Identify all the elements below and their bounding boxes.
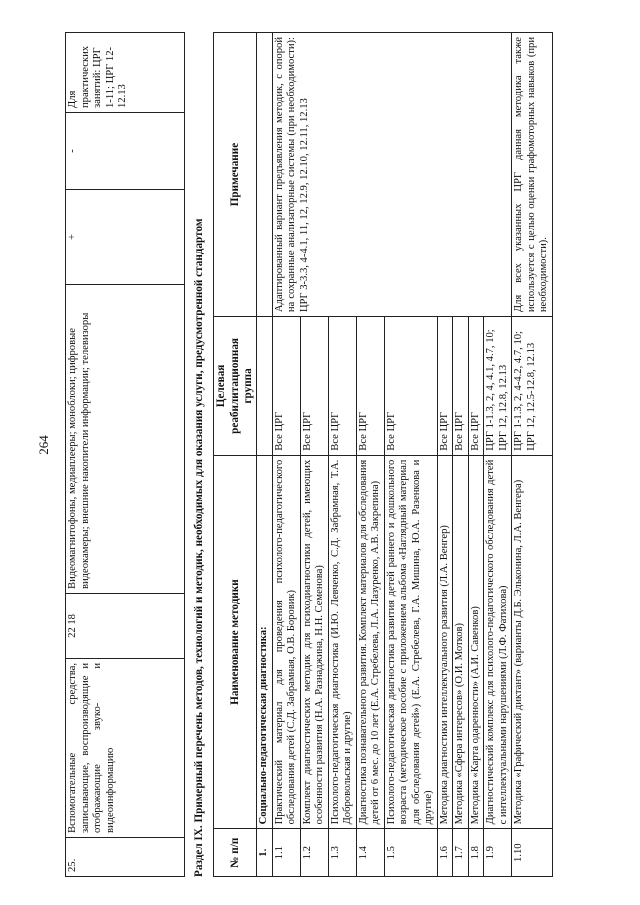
row-number: 1.9: [484, 829, 512, 877]
section-heading: Раздел IX. Примерный перечень методов, технологий и методик, необходимых для оказания услуги, предусмотренной стандартом: [193, 218, 205, 877]
row-number: 1.7: [453, 829, 469, 877]
row-number: 1.1: [272, 829, 300, 877]
target-group: Все ЦРГ: [437, 317, 453, 456]
methods-table: [213, 32, 552, 877]
equipment-table: [65, 32, 185, 877]
equipment-name: Вспомогательные средства, записывающие, воспроизводящие и отображающие звуко- и видеоинформацию: [66, 659, 185, 838]
table-header-row: [214, 33, 257, 877]
row-number: 1.4: [356, 829, 384, 877]
row-number: 1.5: [384, 829, 437, 877]
equipment-note: Для практических занятий: ЦРГ 1-11; ЦРГ 12-12.13: [66, 33, 185, 113]
header-note: Примечание: [214, 33, 257, 317]
header-group: Целевая реабилитационная группа: [214, 317, 257, 456]
method-name: Психолого-педагогическая диагностика (И.Ю. Левченко, С.Д. Забрамная, Т.А. Добровольская и другие): [328, 455, 356, 829]
rotated-page-content: [65, 32, 610, 877]
target-group: Все ЦРГ: [300, 317, 328, 456]
method-note: Адаптированный вариант предъявления методик, с опорой на сохранные анализаторные системы (при необходимости): ЦРГ 3-3.3, 4-4.1, 11, 12, 12.9, 12.10, 12.11, 12.13: [272, 33, 512, 317]
target-group: Все ЦРГ: [384, 317, 437, 456]
mark-minus: -: [66, 113, 185, 190]
row-number: 1.8: [468, 829, 484, 877]
table-row: [66, 33, 185, 877]
method-name: Методика «Карта одаренности» (А.И. Савенков): [468, 455, 484, 829]
method-name: Диагностика познавательного развития. Комплект материалов для обследования детей от 6 мес. до 10 лет (Е.А. Стребелева, Л.А. Лазуренко, А.В. Закрепина): [356, 455, 384, 829]
target-group: Все ЦРГ: [453, 317, 469, 456]
section-group-cell: [257, 317, 273, 456]
method-name: Методика «Графический диктант» (варианты Д.Б. Эльконина, Л.А. Венгера): [512, 455, 553, 829]
method-name: Практический материал для проведения психолого-педагогического обследования детей (С.Д. Забрамная, О.В. Боровик): [272, 455, 300, 829]
method-note: Для всех указанных ЦРГ данная методика также используется с целью оценки графомоторных навыков (при необходимости).: [512, 33, 553, 317]
target-group: Все ЦРГ: [272, 317, 300, 456]
mark-plus: +: [66, 190, 185, 285]
target-group: Все ЦРГ: [468, 317, 484, 456]
header-number: № п/п: [214, 829, 257, 877]
row-number: 1.3: [328, 829, 356, 877]
target-group: ЦРГ 1-1.3, 2, 4-4.2, 4.7, 10; ЦРГ 12, 12.5-12.8, 12.13: [512, 317, 553, 456]
header-name: Наименование методики: [214, 455, 257, 829]
equipment-description: Видеомагнитофоны, медиаплееры; моноблоки; цифровые видеокамеры; внешние накопители информации; телевизоры: [66, 285, 185, 594]
table-row: [512, 33, 553, 877]
row-number: 1.6: [437, 829, 453, 877]
section-row: [257, 33, 273, 877]
row-number: 1.2: [300, 829, 328, 877]
method-name: Комплект диагностических методик для психодиагностики детей, имеющих особенности развития (Н.А. Разнаджина, Н.Н. Семенова): [300, 455, 328, 829]
target-group: Все ЦРГ: [328, 317, 356, 456]
method-name: Диагностический комплекс для психолого-педагогического обследования детей с интеллектуальными нарушениями (Л.Ф. Фатихова): [484, 455, 512, 829]
method-name: Психолого-педагогическая диагностика развития детей раннего и дошкольного возраста (методическое пособие с приложением альбома «Наглядный материал для обследования детей») (Е.А. Стребелева, Г.А. Мишина, Ю.А. Разенкова и другие): [384, 455, 437, 829]
target-group: ЦРГ 1-1.3, 2, 4, 4.1, 4.7, 10; ЦРГ 12, 12.8, 12.13: [484, 317, 512, 456]
section-note-cell: [257, 33, 273, 317]
section-number: 1.: [257, 829, 273, 877]
method-name: Методика диагностики интеллектуального развития (Л.А. Венгер): [437, 455, 453, 829]
target-group: Все ЦРГ: [356, 317, 384, 456]
table-row: [272, 33, 300, 877]
equipment-code: 22 18: [66, 594, 185, 659]
row-number: 25.: [66, 838, 185, 877]
page-number: 264: [35, 435, 51, 455]
section-title: Социально-педагогическая диагностика:: [257, 455, 273, 829]
row-number: 1.10: [512, 829, 553, 877]
method-name: Методика «Сфера интересов» (О.И. Мотков): [453, 455, 469, 829]
